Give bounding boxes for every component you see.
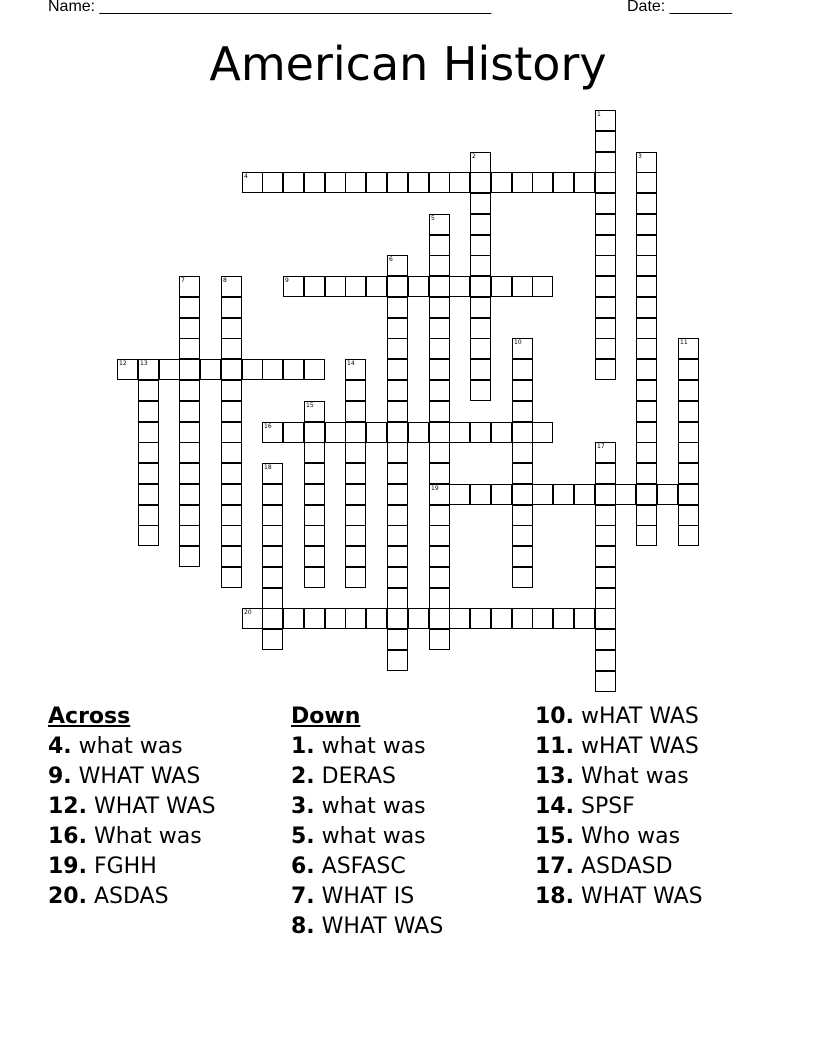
grid-cell[interactable] (470, 152, 491, 173)
grid-cell[interactable] (221, 297, 242, 318)
grid-cell[interactable] (179, 276, 200, 297)
grid-cell[interactable] (678, 380, 699, 401)
clue-down-3: 3. what was (291, 794, 426, 819)
clue-number: 13 (140, 360, 148, 367)
grid-cell[interactable] (387, 650, 408, 671)
grid-cell[interactable] (221, 567, 242, 588)
grid-cell[interactable] (387, 505, 408, 526)
grid-cell[interactable] (138, 505, 159, 526)
grid-cell[interactable] (678, 359, 699, 380)
grid-cell[interactable] (304, 401, 325, 422)
grid-cell[interactable] (512, 401, 533, 422)
grid-cell[interactable] (366, 608, 387, 629)
grid-cell[interactable] (200, 359, 221, 380)
grid-cell[interactable] (636, 380, 657, 401)
grid-cell[interactable] (179, 484, 200, 505)
grid-cell[interactable] (595, 297, 616, 318)
grid-cell[interactable] (387, 525, 408, 546)
clue-number: 8 (223, 277, 227, 284)
grid-cell[interactable] (387, 297, 408, 318)
clue-across-12: 12. WHAT WAS (48, 794, 216, 819)
grid-cell[interactable] (595, 525, 616, 546)
grid-cell[interactable] (595, 214, 616, 235)
grid-cell[interactable] (179, 401, 200, 422)
clue-down-15: 15. Who was (535, 824, 681, 849)
across-clues (48, 702, 216, 912)
grid-cell[interactable] (179, 525, 200, 546)
grid-cell[interactable] (512, 359, 533, 380)
down-clues (291, 702, 443, 942)
grid-cell[interactable] (429, 380, 450, 401)
grid-cell[interactable] (429, 525, 450, 546)
name-line[interactable]: Name: ____________________________________________ (48, 0, 492, 15)
clue-across-20: 20. ASDAS (48, 884, 169, 909)
grid-cell[interactable] (221, 484, 242, 505)
grid-cell[interactable] (304, 567, 325, 588)
grid-cell[interactable] (491, 608, 512, 629)
grid-cell[interactable] (470, 422, 491, 443)
grid-cell[interactable] (387, 422, 408, 443)
grid-cell[interactable] (283, 608, 304, 629)
clue-down-11: 11. wHAT WAS (535, 734, 699, 759)
clue-number: 10 (514, 339, 522, 346)
grid-cell[interactable] (138, 359, 159, 380)
grid-cell[interactable] (512, 338, 533, 359)
grid-cell[interactable] (595, 650, 616, 671)
grid-cell[interactable] (345, 463, 366, 484)
clue-across-16: 16. What was (48, 824, 202, 849)
grid-cell[interactable] (304, 422, 325, 443)
grid-cell[interactable] (657, 484, 678, 505)
grid-cell[interactable] (595, 193, 616, 214)
grid-cell[interactable] (366, 422, 387, 443)
grid-cell[interactable] (678, 401, 699, 422)
grid-cell[interactable] (429, 588, 450, 609)
grid-cell[interactable] (387, 338, 408, 359)
clue-number: 6 (389, 256, 393, 263)
grid-cell[interactable] (387, 629, 408, 650)
grid-cell[interactable] (532, 276, 553, 297)
grid-cell[interactable] (553, 172, 574, 193)
grid-cell[interactable] (595, 318, 616, 339)
grid-cell[interactable] (304, 525, 325, 546)
grid-cell[interactable] (636, 152, 657, 173)
grid-cell[interactable] (387, 567, 408, 588)
grid-cell[interactable] (449, 172, 470, 193)
clue-number: 3 (638, 153, 642, 160)
grid-cell[interactable] (636, 484, 657, 505)
grid-cell[interactable] (429, 442, 450, 463)
grid-cell[interactable] (429, 546, 450, 567)
clue-number: 9 (285, 277, 289, 284)
grid-cell[interactable] (636, 338, 657, 359)
clue-across-19: 19. FGHH (48, 854, 157, 879)
grid-cell[interactable] (470, 255, 491, 276)
grid-cell[interactable] (512, 422, 533, 443)
grid-cell[interactable] (429, 255, 450, 276)
grid-cell[interactable] (262, 172, 283, 193)
grid-cell[interactable] (262, 422, 283, 443)
grid-cell[interactable] (345, 484, 366, 505)
grid-cell[interactable] (429, 318, 450, 339)
grid-cell[interactable] (262, 608, 283, 629)
grid-cell[interactable] (574, 172, 595, 193)
grid-cell[interactable] (345, 546, 366, 567)
grid-cell[interactable] (678, 525, 699, 546)
grid-cell[interactable] (532, 608, 553, 629)
clue-number: 11 (680, 339, 688, 346)
grid-cell[interactable] (532, 422, 553, 443)
grid-cell[interactable] (470, 193, 491, 214)
grid-cell[interactable] (221, 505, 242, 526)
clue-number: 17 (597, 443, 605, 450)
grid-cell[interactable] (262, 484, 283, 505)
grid-cell[interactable] (678, 505, 699, 526)
grid-cell[interactable] (636, 359, 657, 380)
clue-number: 14 (347, 360, 355, 367)
grid-cell[interactable] (138, 401, 159, 422)
grid-cell[interactable] (595, 131, 616, 152)
grid-cell[interactable] (615, 484, 636, 505)
grid-cell[interactable] (345, 276, 366, 297)
grid-cell[interactable] (138, 422, 159, 443)
grid-cell[interactable] (387, 359, 408, 380)
grid-cell[interactable] (636, 401, 657, 422)
grid-cell[interactable] (636, 255, 657, 276)
grid-cell[interactable] (512, 380, 533, 401)
clue-number: 16 (264, 423, 272, 430)
across-heading: Across (48, 704, 131, 729)
grid-cell[interactable] (408, 172, 429, 193)
down-heading: Down (291, 704, 361, 729)
grid-cell[interactable] (429, 359, 450, 380)
grid-cell[interactable] (595, 172, 616, 193)
grid-cell[interactable] (595, 629, 616, 650)
grid-cell[interactable] (636, 193, 657, 214)
grid-cell[interactable] (574, 608, 595, 629)
grid-cell[interactable] (283, 172, 304, 193)
grid-cell[interactable] (221, 546, 242, 567)
grid-cell[interactable] (387, 608, 408, 629)
grid-cell[interactable] (491, 422, 512, 443)
grid-cell[interactable] (366, 276, 387, 297)
grid-cell[interactable] (595, 235, 616, 256)
grid-cell[interactable] (678, 463, 699, 484)
grid-cell[interactable] (179, 338, 200, 359)
grid-cell[interactable] (387, 588, 408, 609)
grid-cell[interactable] (678, 484, 699, 505)
grid-cell[interactable] (117, 359, 138, 380)
grid-cell[interactable] (595, 505, 616, 526)
grid-cell[interactable] (491, 276, 512, 297)
grid-cell[interactable] (512, 463, 533, 484)
grid-cell[interactable] (242, 359, 263, 380)
grid-cell[interactable] (221, 338, 242, 359)
clue-down-7: 7. WHAT IS (291, 884, 415, 909)
grid-cell[interactable] (574, 484, 595, 505)
grid-cell[interactable] (283, 422, 304, 443)
grid-cell[interactable] (408, 422, 429, 443)
grid-cell[interactable] (429, 338, 450, 359)
clue-down-18: 18. WHAT WAS (535, 884, 703, 909)
grid-cell[interactable] (470, 380, 491, 401)
grid-cell[interactable] (387, 546, 408, 567)
grid-cell[interactable] (636, 505, 657, 526)
grid-cell[interactable] (429, 297, 450, 318)
grid-cell[interactable] (138, 442, 159, 463)
grid-cell[interactable] (304, 463, 325, 484)
grid-cell[interactable] (387, 463, 408, 484)
clue-down-17: 17. ASDASD (535, 854, 673, 879)
grid-cell[interactable] (595, 567, 616, 588)
clue-across-9: 9. WHAT WAS (48, 764, 201, 789)
grid-cell[interactable] (221, 359, 242, 380)
clue-down-1: 1. what was (291, 734, 426, 759)
grid-cell[interactable] (532, 172, 553, 193)
grid-cell[interactable] (138, 380, 159, 401)
grid-cell[interactable] (304, 484, 325, 505)
grid-cell[interactable] (345, 172, 366, 193)
grid-cell[interactable] (512, 608, 533, 629)
grid-cell[interactable] (595, 276, 616, 297)
grid-cell[interactable] (408, 608, 429, 629)
grid-cell[interactable] (636, 442, 657, 463)
grid-cell[interactable] (304, 172, 325, 193)
grid-cell[interactable] (179, 505, 200, 526)
grid-cell[interactable] (283, 276, 304, 297)
grid-cell[interactable] (636, 422, 657, 443)
clue-number: 19 (431, 485, 439, 492)
grid-cell[interactable] (304, 505, 325, 526)
grid-cell[interactable] (636, 297, 657, 318)
grid-cell[interactable] (512, 505, 533, 526)
grid-cell[interactable] (387, 442, 408, 463)
grid-cell[interactable] (138, 484, 159, 505)
grid-cell[interactable] (325, 172, 346, 193)
grid-cell[interactable] (470, 214, 491, 235)
grid-cell[interactable] (262, 525, 283, 546)
clue-down-10: 10. wHAT WAS (535, 704, 699, 729)
grid-cell[interactable] (636, 525, 657, 546)
grid-cell[interactable] (449, 608, 470, 629)
grid-cell[interactable] (179, 318, 200, 339)
grid-cell[interactable] (636, 318, 657, 339)
grid-cell[interactable] (470, 172, 491, 193)
grid-cell[interactable] (159, 359, 180, 380)
grid-cell[interactable] (345, 525, 366, 546)
grid-cell[interactable] (262, 629, 283, 650)
grid-cell[interactable] (449, 484, 470, 505)
grid-cell[interactable] (636, 172, 657, 193)
grid-cell[interactable] (470, 608, 491, 629)
grid-cell[interactable] (179, 463, 200, 484)
grid-cell[interactable] (470, 359, 491, 380)
grid-cell[interactable] (595, 359, 616, 380)
grid-cell[interactable] (595, 546, 616, 567)
grid-cell[interactable] (304, 608, 325, 629)
grid-cell[interactable] (636, 276, 657, 297)
grid-cell[interactable] (491, 172, 512, 193)
grid-cell[interactable] (470, 235, 491, 256)
grid-cell[interactable] (387, 401, 408, 422)
grid-cell[interactable] (221, 525, 242, 546)
grid-cell[interactable] (512, 172, 533, 193)
date-line[interactable]: Date: _______ (627, 0, 732, 15)
grid-cell[interactable] (221, 401, 242, 422)
grid-cell[interactable] (304, 546, 325, 567)
grid-cell[interactable] (345, 401, 366, 422)
grid-cell[interactable] (470, 276, 491, 297)
grid-cell[interactable] (470, 484, 491, 505)
grid-cell[interactable] (345, 442, 366, 463)
grid-cell[interactable] (512, 525, 533, 546)
grid-cell[interactable] (221, 463, 242, 484)
grid-cell[interactable] (429, 172, 450, 193)
grid-cell[interactable] (470, 338, 491, 359)
grid-cell[interactable] (449, 422, 470, 443)
grid-cell[interactable] (221, 318, 242, 339)
grid-cell[interactable] (553, 608, 574, 629)
clue-down-14: 14. SPSF (535, 794, 635, 819)
grid-cell[interactable] (636, 235, 657, 256)
clue-number: 5 (431, 215, 435, 222)
clue-number: 1 (597, 111, 601, 118)
grid-cell[interactable] (325, 422, 346, 443)
grid-cell[interactable] (595, 463, 616, 484)
grid-cell[interactable] (429, 235, 450, 256)
grid-cell[interactable] (636, 463, 657, 484)
grid-cell[interactable] (429, 608, 450, 629)
grid-cell[interactable] (345, 422, 366, 443)
grid-cell[interactable] (325, 608, 346, 629)
grid-cell[interactable] (304, 442, 325, 463)
grid-cell[interactable] (221, 380, 242, 401)
grid-cell[interactable] (429, 422, 450, 443)
grid-cell[interactable] (221, 422, 242, 443)
grid-cell[interactable] (262, 588, 283, 609)
grid-cell[interactable] (512, 567, 533, 588)
grid-cell[interactable] (179, 297, 200, 318)
grid-cell[interactable] (636, 214, 657, 235)
grid-cell[interactable] (429, 214, 450, 235)
grid-cell[interactable] (138, 463, 159, 484)
grid-cell[interactable] (387, 172, 408, 193)
grid-cell[interactable] (595, 671, 616, 692)
grid-cell[interactable] (304, 359, 325, 380)
grid-cell[interactable] (262, 359, 283, 380)
grid-cell[interactable] (408, 276, 429, 297)
grid-cell[interactable] (429, 401, 450, 422)
grid-cell[interactable] (595, 110, 616, 131)
grid-cell[interactable] (429, 567, 450, 588)
grid-cell[interactable] (345, 567, 366, 588)
grid-cell[interactable] (387, 276, 408, 297)
grid-cell[interactable] (512, 276, 533, 297)
grid-cell[interactable] (491, 484, 512, 505)
grid-cell[interactable] (262, 546, 283, 567)
clue-across-4: 4. what was (48, 734, 183, 759)
grid-cell[interactable] (387, 255, 408, 276)
grid-cell[interactable] (366, 172, 387, 193)
grid-cell[interactable] (221, 276, 242, 297)
grid-cell[interactable] (678, 422, 699, 443)
grid-cell[interactable] (345, 608, 366, 629)
grid-cell[interactable] (262, 505, 283, 526)
grid-cell[interactable] (325, 276, 346, 297)
clue-number: 7 (181, 277, 185, 284)
grid-cell[interactable] (179, 546, 200, 567)
grid-cell[interactable] (429, 276, 450, 297)
grid-cell[interactable] (429, 505, 450, 526)
grid-cell[interactable] (387, 318, 408, 339)
grid-cell[interactable] (429, 484, 450, 505)
grid-cell[interactable] (221, 442, 242, 463)
clue-number: 4 (244, 173, 248, 180)
clue-down-8: 8. WHAT WAS (291, 914, 444, 939)
grid-cell[interactable] (242, 172, 263, 193)
grid-cell[interactable] (595, 152, 616, 173)
grid-cell[interactable] (242, 608, 263, 629)
grid-cell[interactable] (595, 588, 616, 609)
grid-cell[interactable] (387, 484, 408, 505)
grid-cell[interactable] (595, 608, 616, 629)
grid-cell[interactable] (429, 463, 450, 484)
grid-cell[interactable] (678, 338, 699, 359)
grid-cell[interactable] (179, 359, 200, 380)
grid-cell[interactable] (387, 380, 408, 401)
grid-cell[interactable] (179, 380, 200, 401)
grid-cell[interactable] (470, 297, 491, 318)
grid-cell[interactable] (262, 567, 283, 588)
clue-number: 18 (264, 464, 272, 471)
grid-cell[interactable] (512, 546, 533, 567)
clue-number: 20 (244, 609, 252, 616)
clue-number: 15 (306, 402, 314, 409)
clue-down-13: 13. What was (535, 764, 689, 789)
grid-cell[interactable] (345, 505, 366, 526)
grid-cell[interactable] (512, 484, 533, 505)
grid-cell[interactable] (678, 442, 699, 463)
grid-cell[interactable] (512, 442, 533, 463)
grid-cell[interactable] (179, 422, 200, 443)
grid-cell[interactable] (470, 318, 491, 339)
clue-number: 12 (119, 360, 127, 367)
grid-cell[interactable] (532, 484, 553, 505)
grid-cell[interactable] (345, 359, 366, 380)
grid-cell[interactable] (283, 359, 304, 380)
grid-cell[interactable] (138, 525, 159, 546)
grid-cell[interactable] (304, 276, 325, 297)
grid-cell[interactable] (262, 463, 283, 484)
grid-cell[interactable] (595, 442, 616, 463)
grid-cell[interactable] (179, 442, 200, 463)
page-title: American History (209, 37, 607, 91)
grid-cell[interactable] (345, 380, 366, 401)
grid-cell[interactable] (595, 255, 616, 276)
grid-cell[interactable] (595, 338, 616, 359)
grid-cell[interactable] (553, 484, 574, 505)
clue-down-5: 5. what was (291, 824, 426, 849)
clue-down-2: 2. DERAS (291, 764, 396, 789)
clue-number: 2 (472, 153, 476, 160)
clue-down-6: 6. ASFASC (291, 854, 406, 879)
down-clues-continued (535, 702, 703, 912)
grid-cell[interactable] (595, 484, 616, 505)
grid-cell[interactable] (429, 629, 450, 650)
grid-cell[interactable] (449, 276, 470, 297)
